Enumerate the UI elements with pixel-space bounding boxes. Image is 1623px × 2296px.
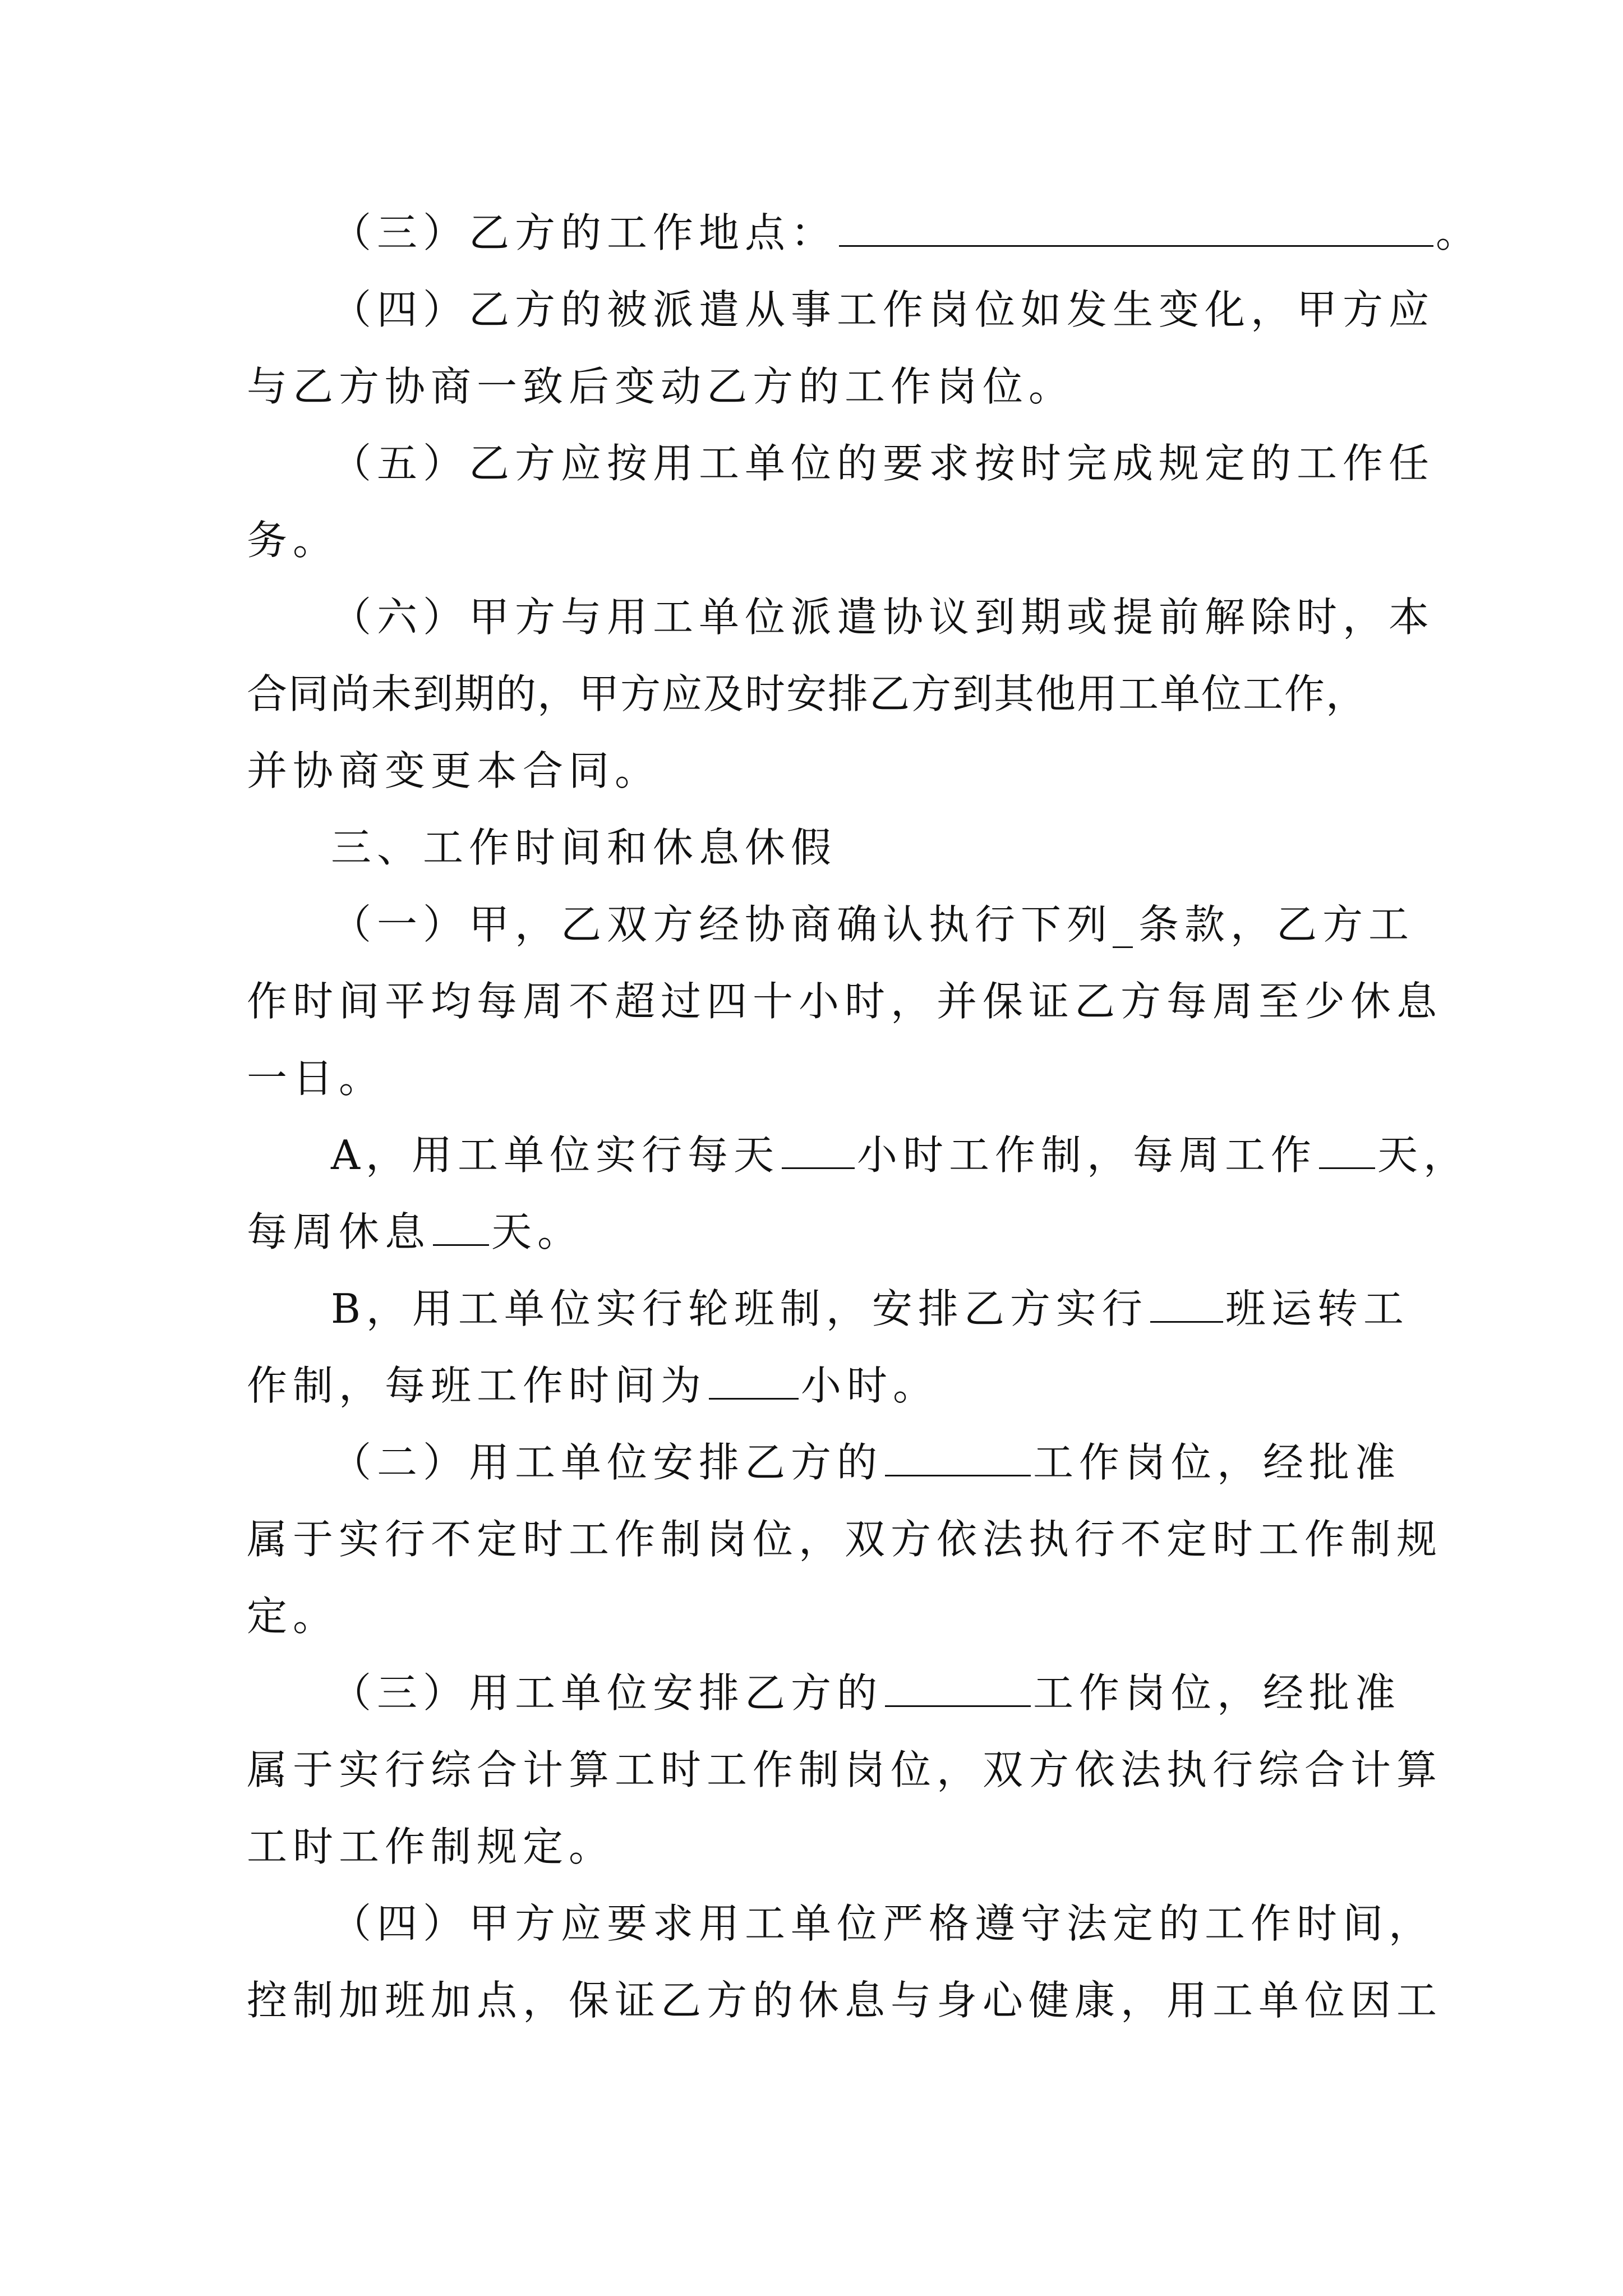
text-line [331, 1432, 1401, 1493]
text-line: 作时间平均每周不超过四十小时，并保证乙方每周至少休息 [247, 978, 1443, 1025]
text-line [331, 1278, 1409, 1340]
text-line: 工时工作制规定。 [247, 1823, 615, 1870]
text-line: （五）乙方应按用工单位的要求按时完成规定的工作任 [331, 440, 1435, 487]
text-segment: 。 [1436, 209, 1482, 256]
text-segment: 班运转工 [1225, 1285, 1409, 1332]
text-line: （四）甲方应要求用工单位严格遵守法定的工作时间， [331, 1900, 1435, 1947]
text-segment: 工作岗位，经批准 [1033, 1439, 1401, 1486]
days-per-week-blank[interactable] [1319, 1128, 1375, 1169]
text-line: 定。 [247, 1593, 339, 1640]
text-segment: 天， [1377, 1131, 1470, 1179]
section-heading: 三、工作时间和休息休假 [331, 824, 837, 871]
text-line: （四）乙方的被派遣从事工作岗位如发生变化，甲方应 [331, 286, 1435, 333]
position-blank[interactable] [885, 1666, 1031, 1707]
hours-per-day-blank[interactable] [782, 1128, 855, 1169]
text-segment: B，用工单位实行轮班制，安排乙方实行 [331, 1285, 1148, 1332]
text-segment: 作制，每班工作时间为 [247, 1362, 707, 1409]
text-segment: 小时。 [801, 1362, 939, 1409]
text-line: （一）甲，乙双方经协商确认执行下列_条款，乙方工 [331, 901, 1415, 948]
text-line: 并协商变更本合同。 [247, 747, 661, 794]
text-line: 属于实行综合计算工时工作制岗位，双方依法执行综合计算 [247, 1746, 1443, 1793]
text-segment: 小时工作制，每周工作 [857, 1131, 1317, 1179]
text-line: 合同尚未到期的，甲方应及时安排乙方到其他用工单位工作， [247, 670, 1368, 717]
blank-field[interactable] [839, 206, 1433, 247]
text-line [247, 1355, 939, 1416]
text-line: 务。 [247, 517, 339, 564]
shift-hours-blank[interactable] [709, 1359, 799, 1400]
text-line: 控制加班加点，保证乙方的休息与身心健康，用工单位因工 [247, 1977, 1443, 2024]
text-segment: （二）用工单位安排乙方的 [331, 1439, 883, 1486]
text-segment: （三）乙方的工作地点： [331, 209, 837, 256]
text-segment: 天。 [491, 1208, 584, 1255]
text-segment: （三）用工单位安排乙方的 [331, 1669, 883, 1717]
rest-days-blank[interactable] [433, 1205, 489, 1246]
text-line: 与乙方协商一致后变动乙方的工作岗位。 [247, 363, 1075, 410]
text-line [331, 202, 1482, 264]
shift-count-blank[interactable] [1150, 1282, 1223, 1323]
text-line: 属于实行不定时工作制岗位，双方依法执行不定时工作制规 [247, 1516, 1443, 1563]
position-blank[interactable] [885, 1435, 1031, 1476]
text-line: 一日。 [247, 1055, 385, 1102]
text-line [331, 1662, 1401, 1724]
text-segment: 工作岗位，经批准 [1033, 1669, 1401, 1717]
text-segment: A，用工单位实行每天 [331, 1131, 780, 1179]
text-segment: 每周休息 [247, 1208, 431, 1255]
text-line: （六）甲方与用工单位派遣协议到期或提前解除时，本 [331, 593, 1435, 641]
text-line [331, 1124, 1469, 1186]
text-line [247, 1201, 583, 1263]
